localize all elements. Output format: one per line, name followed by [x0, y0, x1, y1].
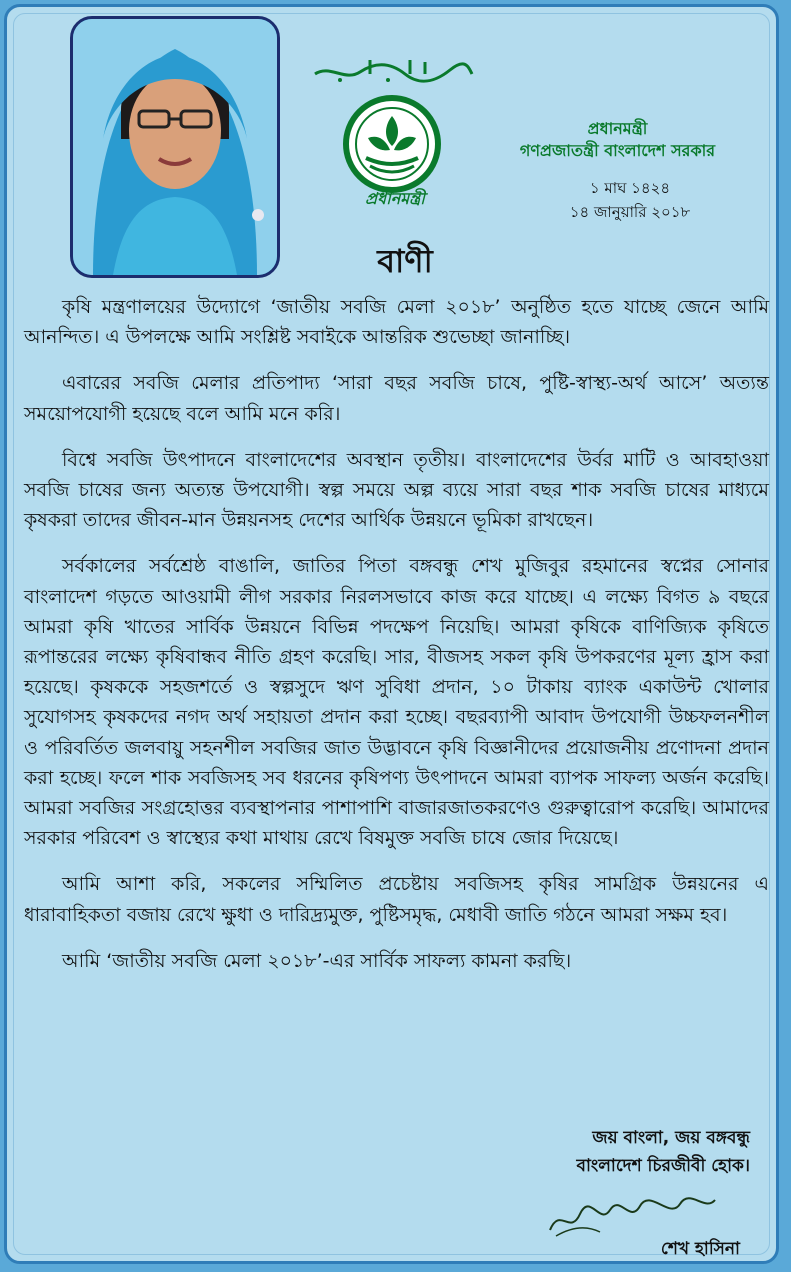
date-bangla: ১ মাঘ ১৪২৪: [589, 179, 671, 197]
handwritten-signature: [540, 1186, 720, 1242]
date-gregorian: ১৪ জানুয়ারি ২০১৮: [569, 203, 691, 221]
bismillah-calligraphy: [310, 56, 475, 84]
message-body: [24, 292, 769, 992]
government-emblem-icon: [338, 94, 446, 200]
message-title: বাণী: [377, 242, 433, 280]
paragraph-6: আমি ‘জাতীয় সবজি মেলা ২০১৮’-এর সার্বিক সাফল্য কামনা করছি।: [62, 949, 572, 972]
emblem-caption: প্রধানমন্ত্রী: [365, 189, 425, 208]
government-name: গণপ্রজাতন্ত্রী বাংলাদেশ সরকার: [519, 141, 716, 160]
closing-slogan: জয় বাংলা, জয় বঙ্গবন্ধু: [592, 1128, 750, 1148]
paragraph-5: আমি আশা করি, সকলের সম্মিলিত প্রচেষ্টায় সবজিসহ কৃষির সামগ্রিক উন্নয়নের এ ধারাবাহিকতা বজায় রেখে ক্ষুধা ও দারিদ্র্যমুক্ত, পুষ্টিসমৃদ্ধ, মেধাবী জাতি গঠনে আমরা সক্ষম হব।: [24, 873, 769, 926]
office-title: প্রধানমন্ত্রী: [587, 119, 648, 138]
date-block: [500, 176, 760, 224]
office-heading: [480, 118, 755, 162]
paragraph-1: কৃষি মন্ত্রণালয়ের উদ্যোগে ‘জাতীয় সবজি মেলা ২০১৮’ অনুষ্ঠিত হতে যাচ্ছে জেনে আমি আনন্দিত। এ উপলক্ষে আমি সংশ্লিষ্ট সবাইকে আন্তরিক শুভেচ্ছা জানাচ্ছি।: [24, 296, 769, 349]
closing-wish: বাংলাদেশ চিরজীবী হোক।: [576, 1156, 750, 1176]
paragraph-4: সর্বকালের সর্বশ্রেষ্ঠ বাঙালি, জাতির পিতা বঙ্গবন্ধু শেখ মুজিবুর রহমানের স্বপ্নের সোনার বাংলাদেশ গড়তে আওয়ামী লীগ সরকার নিরলসভাবে কাজ করে যাচ্ছে। এ লক্ষ্যে বিগত ৯ বছরে আমরা কৃষি খাতের সার্বিক উন্নয়নে বিভিন্ন পদক্ষেপ নিয়েছি। আমরা কৃষিকে বাণিজ্যিক কৃষিতে রূপান্তরের লক্ষ্যে কৃষিবান্ধব নীতি গ্রহণ করেছি। সার, বীজসহ সকল কৃষি উপকরণের মূল্য হ্রাস করা হয়েছে। কৃষককে সহজশর্তে ও স্বল্পসুদে ঋণ সুবিধা প্রদান, ১০ টাকায় ব্যাংক একাউন্ট খোলার সুযোগসহ কৃষকদের নগদ অর্থ সহায়তা প্রদান করা হচ্ছে। বছরব্যাপী আবাদ উপযোগী উচ্চফলনশীল ও পরিবর্তিত জলবায়ু সহনশীল সবজির জাত উদ্ভাবনে কৃষি বিজ্ঞানীদের প্রয়োজনীয় প্রণোদনা প্রদান করা হচ্ছে। ফলে শাক সবজিসহ সব ধরনের কৃষিপণ্য উৎপাদনে আমরা ব্যাপক সাফল্য অর্জন করেছি। আমরা সবজির সংগ্রহোত্তর ব্যবস্থাপনার পাশাপাশি বাজারজাতকরণেও গুরুত্বারোপ করেছি। আমাদের সরকার পরিবেশ ও স্বাস্থ্যের কথা মাথায় রেখে বিষমুক্ত সবজি চাষে জোর দিয়েছে।: [24, 555, 769, 850]
portrait-illustration: [73, 19, 277, 275]
paragraph-2: এবারের সবজি মেলার প্রতিপাদ্য ‘সারা বছর সবজি চাষে, পুষ্টি-স্বাস্থ্য-অর্থ আসে’ অত্যন্ত সময়োপযোগী হয়েছে বলে আমি মনে করি।: [24, 372, 769, 425]
closing-block: [430, 1124, 750, 1180]
portrait-photo: [70, 16, 280, 278]
signer-name: শেখ হাসিনা: [660, 1239, 740, 1259]
paragraph-3: বিশ্বে সবজি উৎপাদনে বাংলাদেশের অবস্থান তৃতীয়। বাংলাদেশের উর্বর মাটি ও আবহাওয়া সবজি চাষের জন্য অত্যন্ত উপযোগী। স্বল্প সময়ে অল্প ব্যয়ে সারা বছর শাক সবজি চাষের মাধ্যমে কৃষকরা তাদের জীবন-মান উন্নয়নসহ দেশের আর্থিক উন্নয়নে ভূমিকা রাখছেন।: [24, 448, 769, 532]
